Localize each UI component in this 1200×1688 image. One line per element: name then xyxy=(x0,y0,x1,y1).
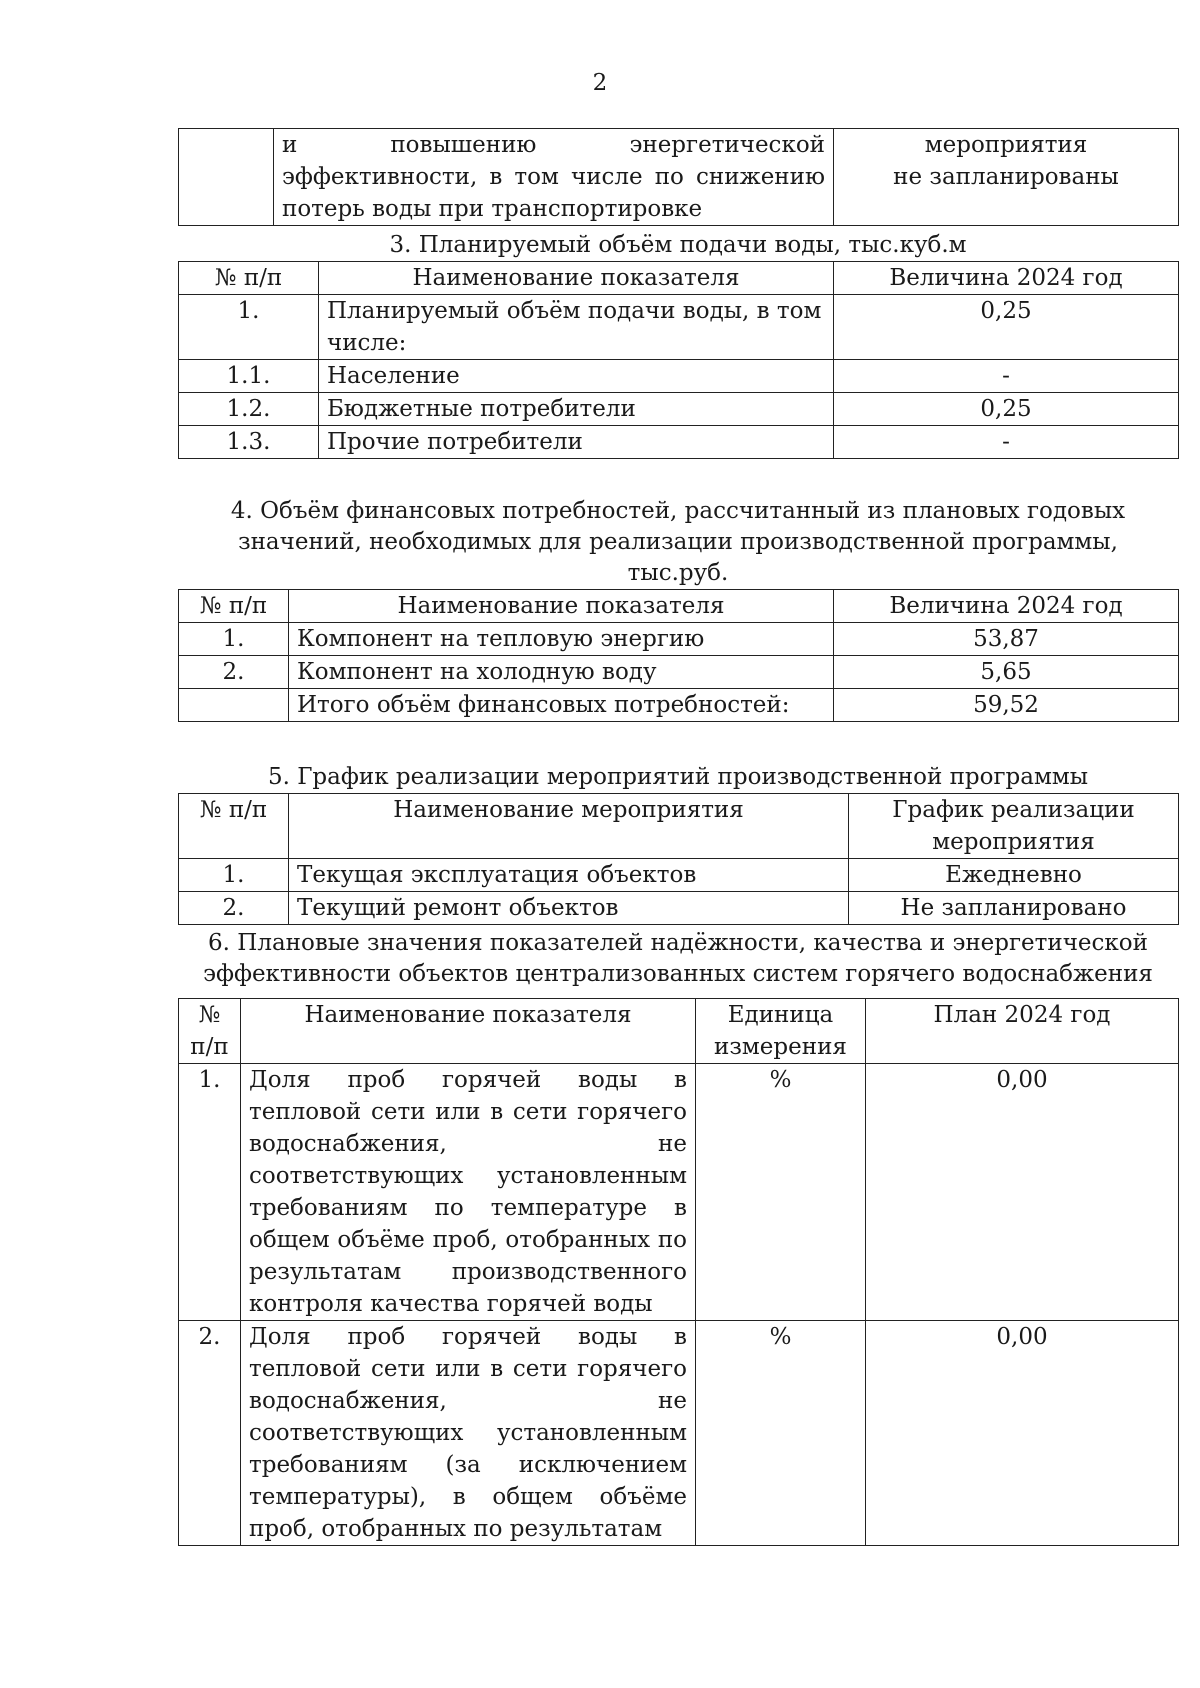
value-line: мероприятия xyxy=(924,132,1088,158)
table-header-row xyxy=(179,794,1179,859)
num-cell: 1.1. xyxy=(179,360,319,393)
num-cell: 1. xyxy=(179,1064,241,1321)
continuation-table xyxy=(178,128,1179,226)
reliability-indicators-table xyxy=(178,998,1179,1546)
table-header-row xyxy=(179,262,1179,295)
header-name: Наименование показателя xyxy=(241,999,696,1064)
num-cell: 1. xyxy=(179,295,319,360)
table-row xyxy=(179,1321,1179,1546)
indicator-name-cell: и повышению энергетической эффективности, в том числе по снижению потерь воды при транспортировке xyxy=(274,129,834,226)
header-num: № п/п xyxy=(179,262,319,295)
header-plan: План 2024 год xyxy=(866,999,1179,1064)
name-cell: Итого объём финансовых потребностей: xyxy=(289,689,834,722)
table-header-row xyxy=(179,590,1179,623)
unit-cell: % xyxy=(696,1321,866,1546)
num-cell: 2. xyxy=(179,656,289,689)
value-cell: 59,52 xyxy=(834,689,1179,722)
name-cell: Прочие потребители xyxy=(319,426,834,459)
section-title: 6. Плановые значения показателей надёжности, качества и энергетической эффективности объектов централизованных систем горячего водоснабжения xyxy=(203,930,1153,987)
unit-cell: % xyxy=(696,1064,866,1321)
table-row xyxy=(179,623,1179,656)
water-supply-table xyxy=(178,261,1179,459)
table-row xyxy=(179,892,1179,925)
value-cell: Не запланировано xyxy=(849,892,1179,925)
name-cell: Компонент на холодную воду xyxy=(289,656,834,689)
section-5 xyxy=(178,762,1178,925)
page-number: 2 xyxy=(592,70,608,96)
section-6 xyxy=(178,928,1178,1546)
section-title: 3. Планируемый объём подачи воды, тыс.куб.м xyxy=(389,232,967,258)
financial-needs-table xyxy=(178,589,1179,722)
value-cell: - xyxy=(834,426,1179,459)
name-cell: Текущий ремонт объектов xyxy=(289,892,849,925)
num-cell xyxy=(179,689,289,722)
value-cell: 5,65 xyxy=(834,656,1179,689)
name-cell: Доля проб горячей воды в тепловой сети или в сети горячего водоснабжения, не соответствующих установленным требованиям по температуре в общем объёме проб, отобранных по результатам производственного контроля качества горячей воды xyxy=(241,1064,696,1321)
num-cell: 1.3. xyxy=(179,426,319,459)
value-line: не запланированы xyxy=(893,164,1119,190)
value-cell: 0,25 xyxy=(834,295,1179,360)
num-cell: 1. xyxy=(179,859,289,892)
section-3 xyxy=(178,230,1178,459)
value-cell: Ежедневно xyxy=(849,859,1179,892)
table-header-row xyxy=(179,999,1179,1064)
num-cell: 2. xyxy=(179,892,289,925)
value-cell: 53,87 xyxy=(834,623,1179,656)
table-row xyxy=(179,129,1179,226)
num-cell: 2. xyxy=(179,1321,241,1546)
header-num: № п/п xyxy=(179,794,289,859)
header-name: Наименование показателя xyxy=(319,262,834,295)
num-cell xyxy=(179,129,274,226)
table-row xyxy=(179,689,1179,722)
section-4 xyxy=(178,496,1178,722)
header-value: Величина 2024 год xyxy=(834,590,1179,623)
value-cell xyxy=(834,129,1179,226)
num-cell: 1.2. xyxy=(179,393,319,426)
table-row xyxy=(179,393,1179,426)
header-unit: Единица измерения xyxy=(696,999,866,1064)
section-title: 5. График реализации мероприятий производственной программы xyxy=(267,764,1089,790)
name-cell: Бюджетные потребители xyxy=(319,393,834,426)
value-cell: 0,25 xyxy=(834,393,1179,426)
name-cell: Планируемый объём подачи воды, в том числе: xyxy=(319,295,834,360)
continuation-block xyxy=(178,128,1178,226)
header-name: Наименование показателя xyxy=(289,590,834,623)
name-cell: Текущая эксплуатация объектов xyxy=(289,859,849,892)
header-value: График реализации мероприятия xyxy=(849,794,1179,859)
name-cell: Доля проб горячей воды в тепловой сети или в сети горячего водоснабжения, не соответствующих установленным требованиям (за исключением температуры), в общем объёме проб, отобранных по результатам xyxy=(241,1321,696,1546)
section-title: 4. Объём финансовых потребностей, рассчитанный из плановых годовых значений, необходимых для реализации производственной программы, тыс.руб. xyxy=(230,498,1126,586)
name-cell: Компонент на тепловую энергию xyxy=(289,623,834,656)
table-row xyxy=(179,295,1179,360)
header-name: Наименование мероприятия xyxy=(289,794,849,859)
num-cell: 1. xyxy=(179,623,289,656)
header-num: № п/п xyxy=(179,590,289,623)
value-cell: - xyxy=(834,360,1179,393)
plan-cell: 0,00 xyxy=(866,1321,1179,1546)
table-row xyxy=(179,426,1179,459)
schedule-table xyxy=(178,793,1179,925)
table-row xyxy=(179,859,1179,892)
table-row xyxy=(179,1064,1179,1321)
table-row xyxy=(179,656,1179,689)
header-value: Величина 2024 год xyxy=(834,262,1179,295)
table-row xyxy=(179,360,1179,393)
plan-cell: 0,00 xyxy=(866,1064,1179,1321)
header-num: № п/п xyxy=(179,999,241,1064)
name-cell: Население xyxy=(319,360,834,393)
